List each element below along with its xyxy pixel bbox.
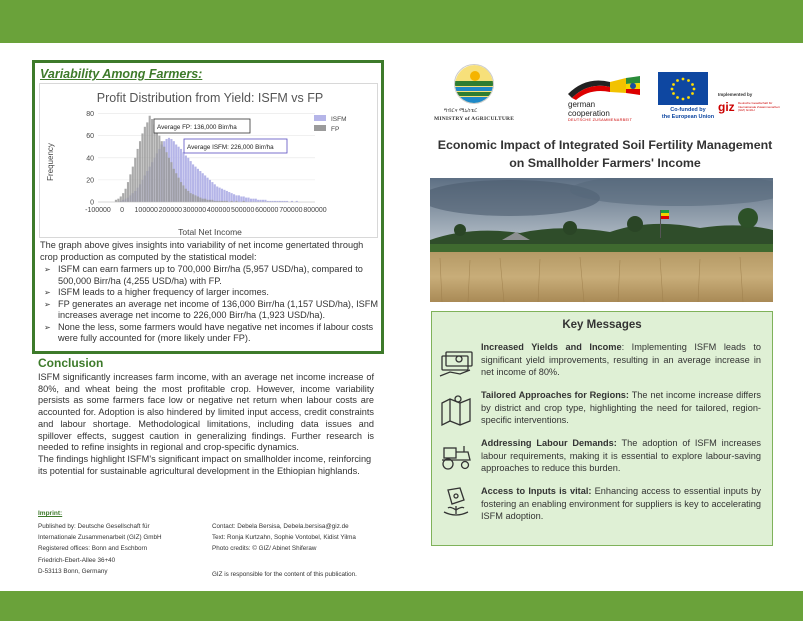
wheat-field-photo <box>430 178 773 302</box>
chart-y-tick-label: 0 <box>90 199 94 207</box>
histogram-bar-isfm <box>247 198 249 202</box>
histogram-bar-fp <box>127 182 129 202</box>
histogram-bar-fp <box>158 136 160 202</box>
histogram-bar-fp <box>175 173 177 202</box>
histogram-bar-isfm <box>264 200 266 202</box>
eu-text-line: the European Union <box>661 114 715 120</box>
chart-x-tick-label: -100000 <box>85 207 111 214</box>
chart-x-tick-label: 100000 <box>134 207 158 214</box>
key-message-item <box>481 341 761 379</box>
eu-cofunded-text <box>658 107 718 121</box>
histogram-bar-fp <box>192 194 194 202</box>
imprint-line: Published by: Deutsche Gesellschaft für <box>38 523 150 530</box>
key-message-title: Tailored Approaches for Regions: <box>481 390 629 400</box>
histogram-bar-isfm <box>219 188 221 202</box>
seed-bag-icon <box>438 484 474 520</box>
bottom-banner <box>0 591 803 621</box>
variability-section <box>32 60 384 354</box>
conclusion-body <box>38 372 374 477</box>
top-banner <box>0 0 803 43</box>
chart-x-tick-label: 200000 <box>158 207 183 214</box>
legend-label-isfm: ISFM <box>331 116 347 123</box>
variability-heading: Variability Among Farmers: <box>40 67 203 81</box>
key-message-item <box>481 485 761 523</box>
chart-y-axis-label: Frequency <box>46 143 55 181</box>
histogram-bar-isfm <box>231 193 233 202</box>
histogram-bar-fp <box>153 125 155 202</box>
histogram-bar-fp <box>173 169 175 202</box>
histogram-bar-isfm <box>214 184 216 202</box>
histogram-bar-fp <box>180 182 182 202</box>
histogram-bar-fp <box>141 133 143 202</box>
histogram-bar-fp <box>132 167 134 202</box>
histogram-bar-isfm <box>233 194 235 202</box>
ministry-emblem-icon <box>454 64 494 104</box>
legend-swatch-isfm <box>314 115 326 121</box>
histogram-bar-isfm <box>228 192 230 202</box>
histogram-bar-fp <box>204 199 206 202</box>
giz-logo <box>718 92 780 122</box>
giz-implemented-by: Implemented by <box>718 92 753 97</box>
histogram-bar-isfm <box>202 173 204 202</box>
german-cooperation-text: german <box>568 100 596 109</box>
chart-y-tick-label: 20 <box>86 177 94 185</box>
chart-x-axis-label: Total Net Income <box>178 227 242 237</box>
histogram-bar-fp <box>120 196 122 202</box>
key-message-item <box>481 437 761 475</box>
histogram-bar-isfm <box>238 195 240 202</box>
histogram-bar-fp <box>187 191 189 202</box>
histogram-bar-fp <box>170 162 172 202</box>
imprint-responsibility: GIZ is responsible for the content of this publication. <box>212 571 357 578</box>
histogram-bar-fp <box>190 193 192 202</box>
imprint-contact-line[interactable]: Contact: Debela Bersisa, Debela.bersisa@giz.de <box>212 523 349 530</box>
histogram-bar-fp <box>117 199 119 202</box>
chart-x-tick-label: 700000 <box>279 207 303 214</box>
partner-logos <box>430 62 780 127</box>
key-message-title: Access to Inputs is vital: <box>481 486 592 496</box>
histogram-bar-fp <box>209 200 211 202</box>
key-message-text: The adoption of ISFM increases labour requirements, making it is essential to explore labour-saving approaches to reduce this burden. <box>481 438 761 474</box>
variability-bullet: ➢ None the less, some farmers would have negative net incomes if labour costs were fully accounted for (more likely under FP). <box>40 322 380 345</box>
annotation-average-isfm: Average ISFM: 226,000 Birr/ha <box>187 144 274 151</box>
histogram-bar-isfm <box>257 200 259 202</box>
key-message-item <box>481 389 761 427</box>
ministry-of-agriculture-logo <box>430 62 520 127</box>
key-messages-heading: Key Messages <box>562 319 642 331</box>
histogram-bar-fp <box>161 141 163 202</box>
imprint-line: Registered offices: Bonn and Eschborn <box>38 545 148 553</box>
chart-x-tick-label: 0 <box>120 207 125 214</box>
imprint-line: D-53113 Bonn, Germany <box>38 567 108 575</box>
histogram-bar-isfm <box>204 175 206 202</box>
key-message-title: Increased Yields and Income <box>481 342 622 352</box>
histogram-bar-fp <box>149 116 151 202</box>
tractor-icon <box>438 438 474 474</box>
conclusion-heading: Conclusion <box>38 356 104 370</box>
chart-x-tick-label: 400000 <box>206 207 231 214</box>
variability-bullet-list <box>40 264 380 345</box>
variability-bullet: ➢ ISFM leads to a higher frequency of larger incomes. <box>40 287 380 299</box>
histogram-bar-fp <box>211 200 213 202</box>
profit-histogram-chart <box>39 83 378 238</box>
histogram-bar-fp <box>137 149 139 202</box>
histogram-bar-isfm <box>226 191 228 202</box>
histogram-bar-isfm <box>250 199 252 202</box>
histogram-bar-fp <box>125 189 127 202</box>
histogram-bar-fp <box>163 147 165 202</box>
variability-bullet: ➢ ISFM can earn farmers up to 700,000 Birr/ha (5,957 USD/ha), compared to 500,000 Birr/ha (4,255 USD/ha) with FP. <box>40 264 380 287</box>
chart-y-tick-label: 60 <box>86 133 94 141</box>
german-cooperation-text: cooperation <box>568 109 610 118</box>
german-flag-ribbon-icon <box>566 74 646 100</box>
variability-bullet: ➢ FP generates an average net income of 136,000 Birr/ha (1,157 USD/ha), ISFM increases average net income to 226,000 Birr/ha (1,923 USD/ha). <box>40 299 380 322</box>
key-message-text: Enhancing access to essential inputs by fostering an enabling environment for suppliers is key to accelerating ISFM adoption. <box>481 486 761 522</box>
histogram-bar-isfm <box>245 198 247 202</box>
histogram-bar-isfm <box>252 199 254 202</box>
variability-description-block <box>40 240 380 345</box>
histogram-bar-isfm <box>211 182 213 202</box>
histogram-bar-fp <box>199 198 201 202</box>
chart-x-tick-label: 500000 <box>230 207 255 214</box>
key-message-title: Addressing Labour Demands: <box>481 438 617 448</box>
chart-svg <box>40 84 379 239</box>
eu-flag-icon <box>658 72 708 105</box>
key-message-text: : Implementing ISFM leads to significant yield improvements, resulting in an average increase in net income of 80%. <box>481 342 761 378</box>
ministry-amharic-name: ግብርና ሚኒስቴር <box>444 108 478 114</box>
giz-wordmark: giz <box>718 100 735 114</box>
histogram-bar-fp <box>168 158 170 202</box>
histogram-bar-fp <box>207 200 209 202</box>
histogram-bar-isfm <box>221 189 223 202</box>
eu-cofunded-logo <box>658 72 715 126</box>
histogram-bar-fp <box>197 196 199 202</box>
histogram-bar-fp <box>166 152 168 202</box>
histogram-bar-isfm <box>223 190 225 202</box>
histogram-bar-fp <box>115 200 117 202</box>
money-icon <box>438 346 474 382</box>
histogram-bar-fp <box>122 193 124 202</box>
histogram-bar-fp <box>144 127 146 202</box>
histogram-bar-isfm <box>209 180 211 202</box>
conclusion-paragraph: The findings highlight ISFM's significant impact on smallholder income, reinforcing its potential for sustainable agricultural development in the Ethiopian highlands. <box>38 453 372 476</box>
chart-x-tick-label: 800000 <box>303 207 327 214</box>
variability-description: The graph above gives insights into variability of net income genertated through crop production as computed by the statistical model: <box>40 240 364 262</box>
histogram-bar-fp <box>182 185 184 202</box>
imprint-line: Friedrich-Ebert-Allee 36+40 <box>38 556 116 564</box>
chart-title: Profit Distribution from Yield: ISFM vs FP <box>96 91 324 105</box>
eu-text-line: Co-funded by <box>670 107 706 113</box>
histogram-bar-isfm <box>255 199 257 202</box>
chart-x-tick-label: 600000 <box>255 207 279 214</box>
key-message-text: The net income increase differs by district and crop type, highlighting the need for tailored, region-specific interventions. <box>481 390 761 426</box>
histogram-bar-fp <box>134 158 136 202</box>
histogram-bar-isfm <box>240 196 242 202</box>
legend-swatch-fp <box>314 125 326 131</box>
imprint-publisher <box>38 521 213 577</box>
conclusion-paragraph: ISFM significantly increases farm income, with an average net income increase of 80%, and wheat being the most profitable crop. However, income variability persists as some farmers face low or negative net return when labour costs are accounted for. Adoption is also hindered by limited input access, credit constraints and labour shortage. Methodological limitations, including data issues and spillover effects, suggest caution in generalizing findings. Further research is needed to refine insights in regional and crop-specific dynamics. <box>38 372 374 453</box>
imprint-contact <box>212 521 387 555</box>
histogram-bar-fp <box>194 195 196 202</box>
legend-label-fp: FP <box>331 126 340 133</box>
imprint-line: Text: Ronja Kurtzahn, Sophie Vontobel, Kidist Yilma <box>212 534 356 542</box>
histogram-bar-fp <box>139 141 141 202</box>
histogram-bar-isfm <box>199 171 201 202</box>
histogram-bar-fp <box>146 122 148 202</box>
histogram-bar-fp <box>178 178 180 202</box>
annotation-average-fp: Average FP: 136,000 Birr/ha <box>157 124 237 131</box>
imprint-line: Photo credits: © GIZ/ Abinet Shiferaw <box>212 545 317 553</box>
giz-full-name: Deutsche Gesellschaft für Internationale Zusammenarbeit (GIZ) GmbH <box>738 101 780 113</box>
histogram-bar-isfm <box>260 200 262 202</box>
histogram-bar-fp <box>151 119 153 202</box>
chart-x-tick-label: 300000 <box>182 207 207 214</box>
german-cooperation-logo <box>566 74 646 124</box>
page-title: Economic Impact of Integrated Soil Fertility Management on Smallholder Farmers' Income <box>437 138 773 170</box>
histogram-bar-isfm <box>216 187 218 202</box>
imprint-line: Internationale Zusammenarbeit (GIZ) GmbH <box>38 534 162 542</box>
histogram-bar-isfm <box>207 178 209 202</box>
histogram-bar-fp <box>156 129 158 202</box>
chart-y-tick-label: 40 <box>86 155 94 163</box>
key-messages-panel <box>431 311 773 546</box>
wheat-field-image <box>430 178 773 302</box>
histogram-bar-fp <box>202 199 204 202</box>
imprint-heading: Imprint: <box>38 510 63 517</box>
histogram-bar-fp <box>129 174 131 202</box>
histogram-bar-isfm <box>262 200 264 202</box>
ministry-name: MINISTRY of AGRICULTURE <box>434 116 515 122</box>
map-icon <box>438 391 474 427</box>
german-cooperation-subtext: DEUTSCHE ZUSAMMENARBEIT <box>568 118 633 122</box>
histogram-bar-fp <box>185 189 187 202</box>
chart-y-tick-label: 80 <box>86 111 94 119</box>
